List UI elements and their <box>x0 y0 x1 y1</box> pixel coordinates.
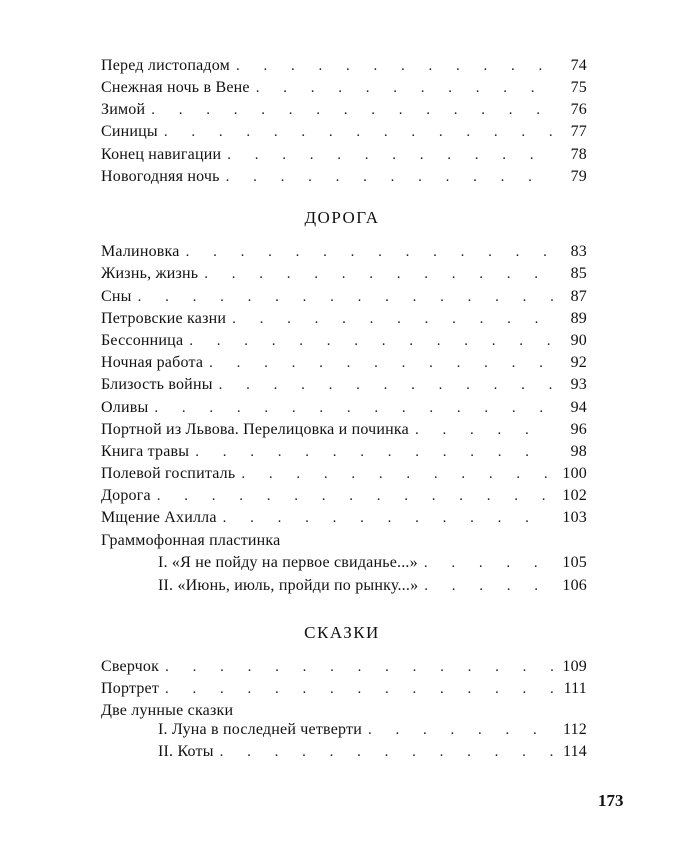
toc-entry-title: Портной из Львова. Перелицовка и починка <box>101 421 409 438</box>
toc-entry <box>101 166 587 188</box>
dot-leader <box>219 374 553 396</box>
toc-entry-page: 111 <box>563 680 587 697</box>
toc-entry <box>101 121 587 143</box>
toc-entry <box>101 485 587 507</box>
toc-entry <box>101 99 587 121</box>
dot-leader <box>241 463 553 485</box>
toc-entry-title: Бессонница <box>101 332 184 349</box>
toc-entry-page: 79 <box>570 168 587 185</box>
toc-entry <box>101 441 587 463</box>
toc-entry-title: Сверчок <box>101 658 160 675</box>
toc-entry-title: Жизнь, жизнь <box>101 265 199 282</box>
toc-entry-page: 96 <box>570 421 587 438</box>
toc-sub-entry <box>158 575 587 597</box>
toc-entry-page: 105 <box>562 554 587 571</box>
toc-entry-title: Конец навигации <box>101 146 222 163</box>
dot-leader <box>226 166 553 188</box>
toc-entry <box>101 286 587 308</box>
dot-leader <box>232 308 553 330</box>
toc-entry <box>101 507 587 529</box>
dot-leader <box>220 741 553 763</box>
toc-entry-page: 98 <box>570 443 587 460</box>
toc-entry-page: 85 <box>570 265 587 282</box>
dot-leader <box>165 656 553 678</box>
toc-entry <box>101 419 587 441</box>
toc-group-label: Две лунные сказки <box>101 702 234 719</box>
toc-entry-page: 94 <box>570 399 587 416</box>
toc-sub-entry <box>158 552 587 574</box>
dot-leader <box>165 678 553 700</box>
dot-leader <box>227 144 553 166</box>
dot-leader <box>415 419 553 441</box>
toc-entry-page: 90 <box>570 332 587 349</box>
toc-entry-title: Дорога <box>101 487 151 504</box>
toc-entry-page: 102 <box>562 487 587 504</box>
toc-entry <box>101 330 587 352</box>
dot-leader <box>424 552 553 574</box>
toc-entry <box>101 144 587 166</box>
dot-leader <box>157 485 553 507</box>
toc-entry-title: Мщение Ахилла <box>101 509 217 526</box>
toc-entry-title: Полевой госпиталь <box>101 465 236 482</box>
dot-leader <box>204 263 553 285</box>
page-number: 173 <box>598 791 624 810</box>
toc-entry-page: 83 <box>570 243 587 260</box>
dot-leader <box>154 397 553 419</box>
dot-leader <box>256 77 553 99</box>
toc-entry-title: Оливы <box>101 399 149 416</box>
toc-entry <box>101 263 587 285</box>
toc-entry-title: Портрет <box>101 680 160 697</box>
toc-entry-title: Новогодняя ночь <box>101 168 220 185</box>
toc-entry-title: Зимой <box>101 101 146 118</box>
toc-entry-page: 112 <box>562 721 587 738</box>
toc-entry-title: I. «Я не пойду на первое свиданье...» <box>158 554 418 571</box>
toc-entry-page: 100 <box>562 465 587 482</box>
dot-leader <box>209 352 553 374</box>
toc-entry-title: Синицы <box>101 123 158 140</box>
toc-entry-title: Книга травы <box>101 443 190 460</box>
toc-entry <box>101 463 587 485</box>
toc-sub-entry <box>158 741 587 763</box>
toc-entry-page: 93 <box>570 376 587 393</box>
toc-entry-title: Петровские казни <box>101 310 227 327</box>
dot-leader <box>195 441 553 463</box>
toc-sub-entry <box>158 719 587 741</box>
toc-entry-page: 92 <box>570 354 587 371</box>
toc-entry-page: 106 <box>562 577 587 594</box>
section-heading: СКАЗКИ <box>304 623 380 642</box>
toc-entry-page: 78 <box>570 146 587 163</box>
dot-leader <box>368 719 553 741</box>
toc-entry-page: 89 <box>570 310 587 327</box>
toc-entry <box>101 352 587 374</box>
toc-entry-page: 87 <box>570 288 587 305</box>
toc-entry-title: II. «Июнь, июль, пройди по рынку...» <box>158 577 419 594</box>
toc-entry-title: Малиновка <box>101 243 180 260</box>
toc-group-label: Граммофонная пластинка <box>101 532 281 549</box>
toc-entry-title: II. Коты <box>158 743 214 760</box>
dot-leader <box>236 55 553 77</box>
toc-entry-title: Сны <box>101 288 132 305</box>
dot-leader <box>223 507 553 529</box>
toc-entry-title: Снежная ночь в Вене <box>101 79 250 96</box>
toc-entry <box>101 308 587 330</box>
dot-leader <box>164 121 553 143</box>
section-heading: ДОРОГА <box>304 208 380 227</box>
dot-leader <box>189 330 553 352</box>
dot-leader <box>186 241 553 263</box>
toc-entry-page: 114 <box>562 743 587 760</box>
toc-entry-title: I. Луна в последней четверти <box>158 721 362 738</box>
dot-leader <box>138 286 553 308</box>
toc-entry <box>101 678 587 700</box>
toc-entry <box>101 241 587 263</box>
toc-entry <box>101 374 587 396</box>
toc-entry-title: Близость войны <box>101 376 213 393</box>
toc-entry-page: 75 <box>570 79 587 96</box>
toc-entry <box>101 397 587 419</box>
toc-entry <box>101 77 587 99</box>
toc-entry-title: Перед листопадом <box>101 57 230 74</box>
toc-entry-page: 109 <box>562 658 587 675</box>
toc-entry <box>101 656 587 678</box>
toc-entry-page: 103 <box>562 509 587 526</box>
dot-leader <box>424 575 553 597</box>
toc-group-title <box>101 530 587 552</box>
toc-entry-title: Ночная работа <box>101 354 204 371</box>
toc-entry-page: 76 <box>570 101 587 118</box>
toc-entry-page: 74 <box>570 57 587 74</box>
toc-entry-page: 77 <box>570 123 587 140</box>
dot-leader <box>151 99 553 121</box>
toc-entry <box>101 55 587 77</box>
